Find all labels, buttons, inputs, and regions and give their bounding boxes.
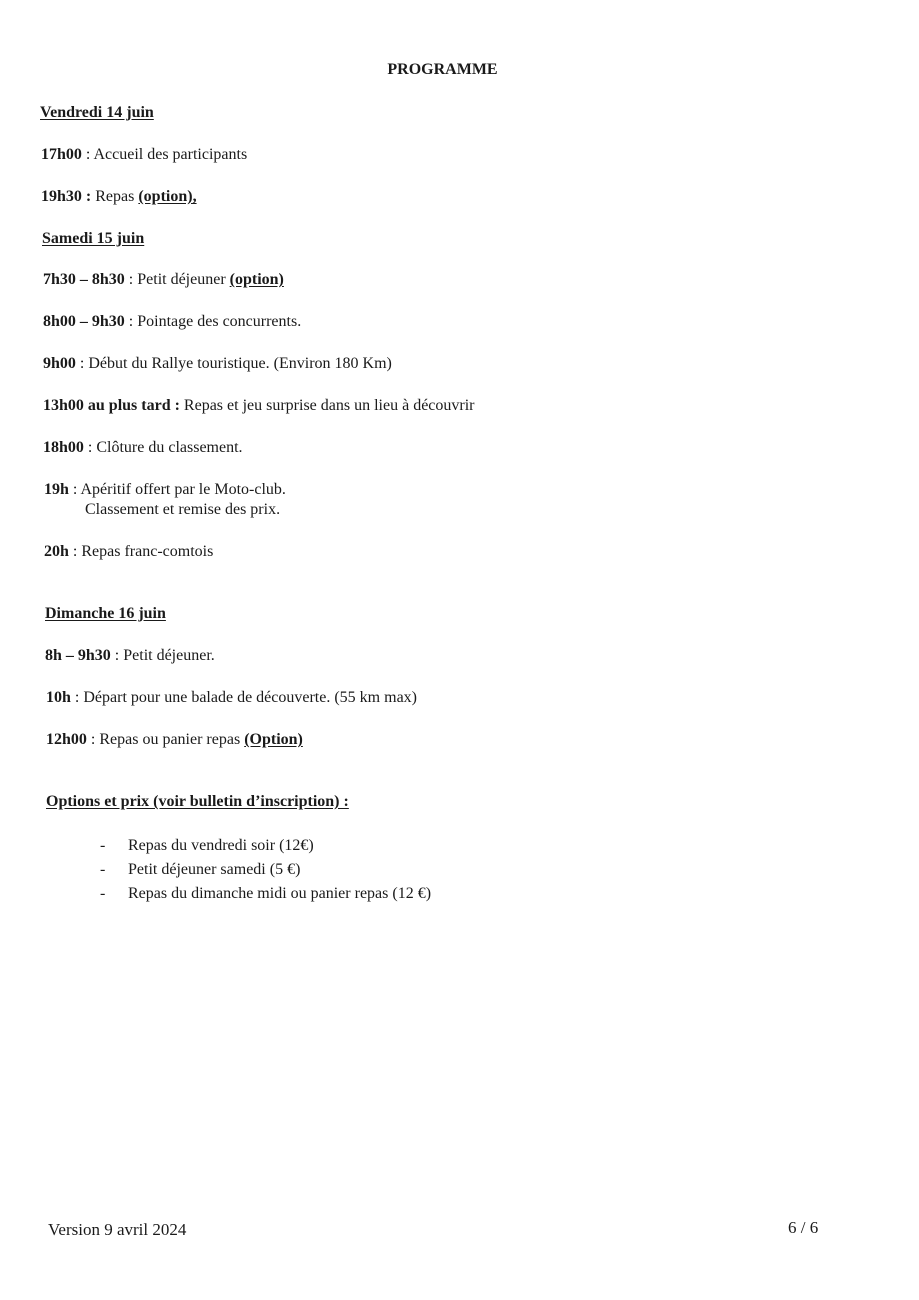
- schedule-item: [41, 188, 197, 206]
- item-text: : Accueil des participants: [81, 146, 248, 163]
- item-time: 17h00: [41, 146, 82, 163]
- schedule-item: [46, 731, 303, 749]
- item-text: : Début du Rallye touristique. (Environ 180 Km): [75, 355, 392, 372]
- option-list-item: [100, 861, 300, 879]
- item-time: 20h: [44, 543, 69, 560]
- page-title: PROGRAMME: [387, 61, 498, 78]
- item-time: 19h: [44, 481, 69, 498]
- footer-page-number: 6 / 6: [788, 1218, 819, 1237]
- item-time: 18h00: [43, 439, 84, 456]
- item-text: Repas et jeu surprise dans un lieu à découvrir: [179, 397, 475, 414]
- item-text: : Clôture du classement.: [83, 439, 243, 456]
- option-list-item: [100, 885, 431, 903]
- schedule-item-continuation: Classement et remise des prix.: [85, 501, 281, 518]
- item-text: : Petit déjeuner.: [110, 647, 215, 664]
- day-heading-sunday: Dimanche 16 juin: [45, 605, 166, 622]
- option-text: Petit déjeuner samedi (5 €): [128, 861, 301, 878]
- item-time: 12h00: [46, 731, 87, 748]
- schedule-item: [45, 647, 215, 665]
- item-option: (Option): [244, 731, 303, 748]
- item-text: : Repas franc-comtois: [68, 543, 214, 560]
- item-time: 10h: [46, 689, 71, 706]
- item-option: (option),: [138, 188, 197, 205]
- item-option: (option): [229, 271, 284, 288]
- item-text: : Repas ou panier repas: [86, 731, 245, 748]
- day-heading-friday: Vendredi 14 juin: [40, 104, 154, 121]
- day-heading-saturday: Samedi 15 juin: [42, 230, 145, 247]
- item-time: 7h30 – 8h30: [43, 271, 125, 288]
- item-text: : Pointage des concurrents.: [124, 313, 302, 330]
- schedule-item: [44, 481, 286, 499]
- item-text: Repas: [91, 188, 139, 205]
- schedule-item: [41, 146, 247, 164]
- option-text: Repas du dimanche midi ou panier repas (12 €): [128, 885, 432, 902]
- item-time: 13h00 au plus tard :: [43, 397, 180, 414]
- bullet-dash: -: [100, 885, 106, 902]
- schedule-item: [43, 313, 301, 331]
- item-text: : Apéritif offert par le Moto-club.: [68, 481, 286, 498]
- item-time: 19h30 :: [41, 188, 92, 205]
- item-time: 8h00 – 9h30: [43, 313, 125, 330]
- option-list-item: [100, 837, 314, 855]
- bullet-dash: -: [100, 861, 106, 878]
- item-time: 8h – 9h30: [45, 647, 111, 664]
- options-heading: Options et prix (voir bulletin d’inscription) :: [46, 793, 349, 810]
- bullet-dash: -: [100, 837, 106, 854]
- schedule-item: [43, 397, 475, 415]
- item-text: : Petit déjeuner: [124, 271, 230, 288]
- schedule-item: [43, 439, 243, 457]
- schedule-item: [46, 689, 417, 707]
- schedule-item: [43, 355, 392, 373]
- item-text: : Départ pour une balade de découverte. (55 km max): [70, 689, 417, 706]
- schedule-item: [44, 543, 213, 561]
- item-time: 9h00: [43, 355, 76, 372]
- footer-version: Version 9 avril 2024: [48, 1220, 187, 1239]
- schedule-item: [43, 271, 284, 289]
- option-text: Repas du vendredi soir (12€): [128, 837, 314, 854]
